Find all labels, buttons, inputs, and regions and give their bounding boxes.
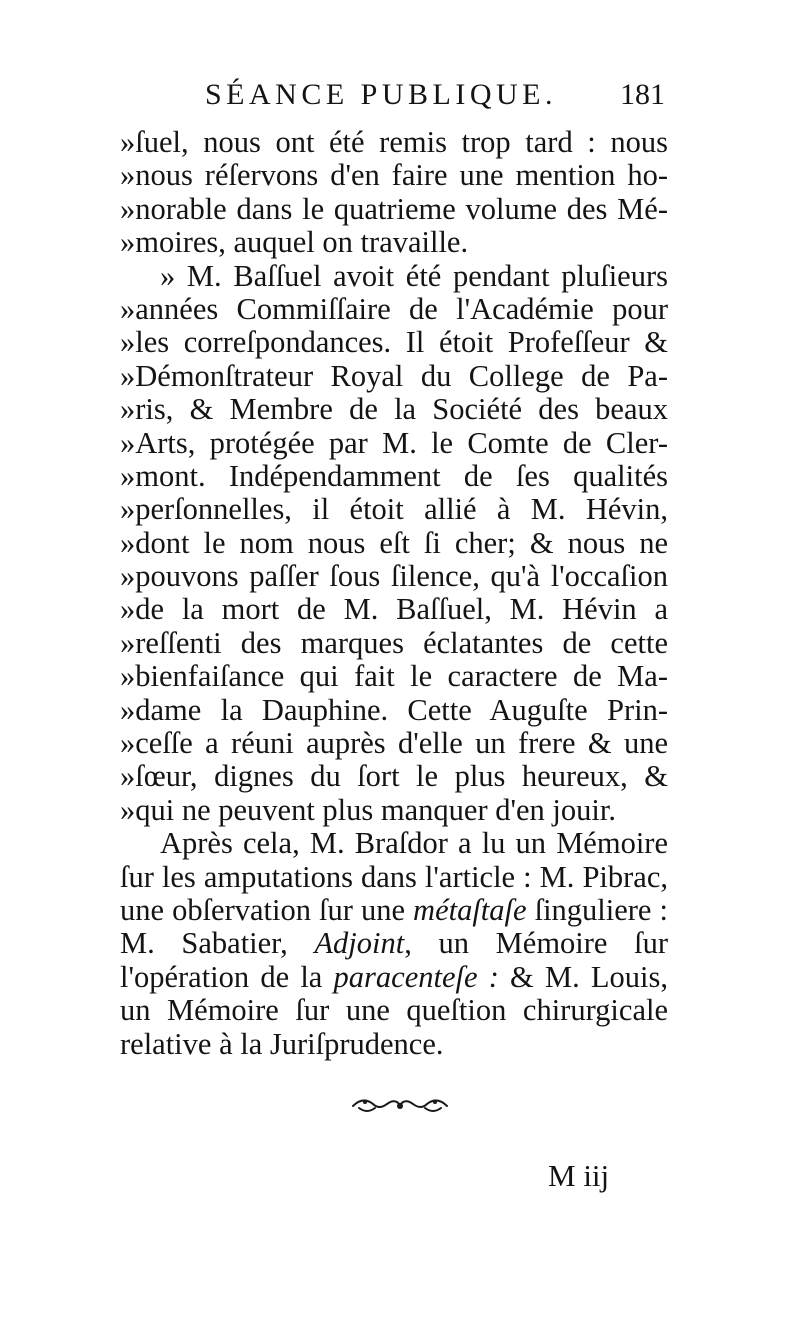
quote-mark: »: [120, 392, 136, 427]
text-line: ſur les amputations dans l'article : M. Pibrac,: [120, 859, 668, 894]
fleuron-ornament-icon: [345, 1090, 455, 1120]
line-text: norable dans le quatrieme volume des Mé-: [135, 191, 668, 226]
text-line: [120, 694, 668, 727]
text-line: [120, 360, 668, 393]
quote-mark: »: [120, 425, 136, 460]
line-text: années Commiſſaire de l'Académie pour: [135, 291, 668, 326]
text-line: [120, 794, 668, 827]
quote-mark: »: [120, 125, 136, 159]
text-line: une obſervation ſur une métaſtaſe ſinguliere :: [120, 892, 668, 927]
text-line: [120, 493, 668, 526]
quote-mark: »: [120, 325, 136, 360]
quote-mark: »: [120, 625, 136, 660]
line-text: ceſſe a réuni auprès d'elle un frere & une: [135, 726, 668, 761]
quote-mark: »: [120, 492, 136, 527]
text-line: [120, 627, 668, 660]
line-text: bienfaiſance qui fait le caractere de Ma-: [135, 659, 668, 694]
text-line: [120, 293, 668, 326]
text-line: [120, 126, 668, 159]
text-line: [120, 393, 668, 426]
quote-mark: »: [120, 792, 136, 827]
italic-term: métaſtaſe: [413, 892, 527, 927]
text-line: l'opération de la paracenteſe : & M. Louis,: [120, 959, 669, 994]
text-line: [120, 326, 668, 359]
text-line: [120, 460, 668, 493]
line-text: les correſpondances. Il étoit Profeſſeur &: [135, 325, 668, 360]
line-text: ſuel, nous ont été remis trop tard : nous: [135, 125, 668, 159]
text-line: [120, 593, 668, 626]
line-text: de la mort de M. Baſſuel, M. Hévin a: [135, 592, 668, 627]
line-text: perſonnelles, il étoit allié à M. Hévin,: [135, 492, 668, 527]
text-line: [120, 660, 668, 693]
text-line: M. Sabatier, Adjoint, un Mémoire ſur: [120, 926, 669, 961]
signature-mark: M iij: [548, 1158, 610, 1193]
line-text: moires, auquel on travaille.: [135, 225, 469, 260]
line-text: Démonſtrateur Royal du College de Pa-: [135, 358, 668, 393]
line-text: Arts, protégée par M. le Comte de Cler-: [135, 425, 668, 460]
text-line: un Mémoire ſur une queſtion chirurgicale: [120, 993, 668, 1028]
line-text: pouvons paſſer ſous ſilence, qu'à l'occaſion: [135, 559, 668, 594]
quote-mark: »: [120, 759, 136, 794]
quote-mark: »: [120, 158, 136, 193]
text-line: [120, 193, 668, 226]
text-line: [120, 159, 668, 192]
text-line: relative à la Juriſprudence.: [120, 1026, 444, 1061]
text-line: [120, 427, 668, 460]
text-line: [120, 226, 668, 259]
text-line: [120, 727, 668, 760]
line-text: » M. Baſſuel avoit été pendant pluſieurs: [160, 258, 668, 293]
line-text: dame la Dauphine. Cette Auguſte Prin-: [135, 692, 668, 727]
italic-term: paracenteſe :: [333, 959, 499, 994]
text-line: [120, 560, 668, 593]
line-text: qui ne peuvent plus manquer d'en jouir.: [135, 792, 616, 827]
text-line: [120, 760, 668, 793]
quote-mark: »: [120, 692, 136, 727]
text-line: [120, 260, 668, 293]
quote-mark: »: [120, 458, 136, 493]
quote-mark: »: [120, 225, 136, 260]
line-text: nous réſervons d'en faire une mention ho-: [135, 158, 668, 193]
paragraph-quoted: [120, 126, 668, 827]
quote-mark: »: [120, 191, 136, 226]
quote-mark: »: [120, 659, 136, 694]
quote-mark: »: [120, 525, 136, 560]
line-text: reſſenti des marques éclatantes de cette: [135, 625, 668, 660]
page-header: [205, 78, 665, 118]
italic-term: Adjoint: [314, 926, 405, 961]
quote-mark: »: [120, 358, 136, 393]
paragraph-seance: [120, 827, 668, 1061]
line-text: ſœur, dignes du ſort le plus heureux, &: [135, 759, 668, 794]
line-text: ris, & Membre de la Société des beaux: [135, 392, 668, 427]
quote-mark: »: [120, 291, 136, 326]
line-text: mont. Indépendamment de ſes qualités: [135, 458, 668, 493]
text-line: Après cela, M. Braſdor a lu un Mémoire: [160, 826, 668, 861]
text-line: [120, 527, 668, 560]
running-head: SÉANCE PUBLIQUE.: [205, 78, 558, 111]
text-body: [120, 126, 668, 1061]
page-number: 181: [620, 78, 665, 111]
line-text: dont le nom nous eſt ſi cher; & nous ne: [135, 525, 668, 560]
quote-mark: »: [120, 559, 136, 594]
quote-mark: »: [120, 726, 136, 761]
quote-mark: »: [120, 592, 136, 627]
